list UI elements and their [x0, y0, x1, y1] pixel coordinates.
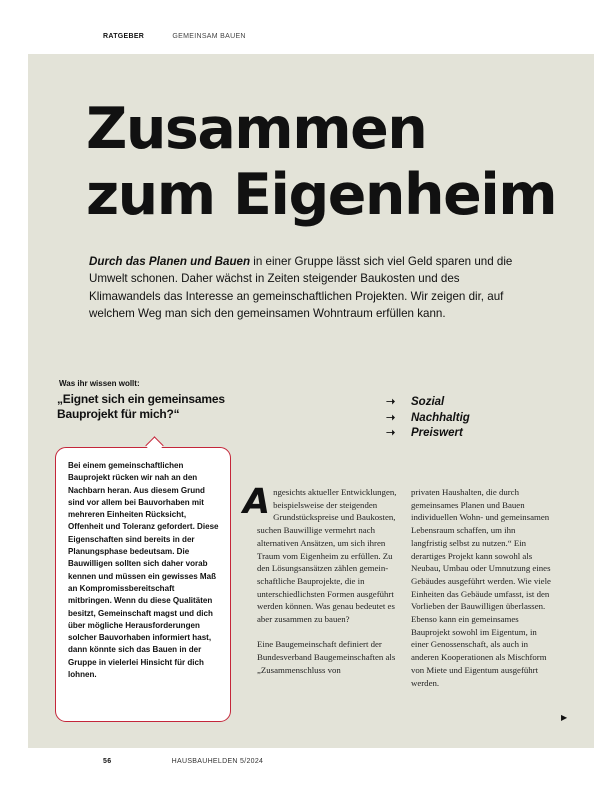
title-line-2: zum Eigenheim: [86, 162, 557, 228]
sidebar-label: Was ihr wissen wollt:: [59, 379, 140, 388]
arrow-right-icon: ➝: [386, 427, 396, 439]
feature-item: [386, 411, 470, 427]
page-number: 56: [103, 758, 112, 765]
body-column-1: [243, 482, 399, 677]
title-line-1: Zusammen: [86, 96, 427, 162]
body-paragraph: [243, 482, 399, 626]
section-label: RATGEBER: [103, 33, 145, 40]
drop-cap: A: [243, 482, 271, 522]
subsection-label: GEMEINSAM BAUEN: [172, 33, 246, 40]
article-lead: [89, 253, 529, 323]
article-title: [86, 96, 586, 228]
feature-list: [386, 395, 470, 442]
feature-label: Preiswert: [411, 427, 463, 439]
body-paragraph: privaten Haushalten, die durch gemeinsames Planen und Bauen individuellen Wohn- und gemeinsamen Lebensraum schaffen, um ihn langfristig selbst zu nutzen.“ Ein derartiges Projekt kann sowohl als Neubau, Umbau oder Umnutzung eines Gebäudes ausgeführt werden. Wie viele Einheiten das Gebäude umfasst, ist den Vorlieben der Bauwilligen überlassen. Ebenso kann ein gemeinsames Bauprojekt sowohl im Eigentum, in einer Genossenschaft, als auch in anderen Kooperationen als Mischform von Miete und Eigentum ausgeführt werden.: [411, 487, 551, 688]
feature-label: Sozial: [411, 396, 445, 408]
body-column-2: [411, 486, 553, 689]
body-text: ngesichts aktueller Entwicklungen, beispielsweise der steigenden Grundstückspreise und Baukosten, suchen Bauwillige vermehrt nach alternativen Ansätzen, um sich ihren Traum vom Eigenheim zu erfüllen. Zu den Lösungsansätzen zählen gemeinschaftliche Bauprojekte, die in unterschiedlichsten Formen ausgeführt werden können. Was genau bedeutet es aber zusammen zu bauen?: [257, 487, 397, 625]
page-footer: [103, 758, 263, 765]
arrow-right-icon: ➝: [386, 411, 396, 424]
magazine-issue: HAUSBAUHELDEN 5/2024: [171, 758, 264, 765]
feature-item: [386, 395, 470, 411]
lead-emphasis: Durch das Planen und Bauen: [89, 255, 251, 268]
feature-item: [386, 426, 470, 442]
sidebar-answer: Bei einem gemeinschaftlichen Bauprojekt rücken wir nah an den Nachbarn heran. Aus diesem Grund sind vor allem bei Bauvorhaben mit mehreren Einheiten Rücksicht, Offenheit und Toleranz gefordert. Diese Eigenschaften sind bereits in der Planungsphase bedeutsam. Die Bauwilligen sollten sich daher vorab kennen und müssen ein gewisses Maß an Kompromissbereitschaft mitbringen. Wenn du diese Qualitäten besitzt, Gemeinschaft magst und dich über mögliche Herausforderungen solcher Bauvorhaben informiert hast, dann könnte sich das Bauen in der Gruppe in vielerlei Hinsicht für dich lohnen.: [68, 461, 219, 680]
lead-text: in einer Gruppe lässt sich viel Geld sparen und die Umwelt schonen. Daher wächst in Zeiten steigender Baukosten und des Klimawandels das Interesse an gemeinschaftlichen Projekten. Wir zeigen dir, auf welchem Weg man sich den gemeinsamen Wohntraum erfüllen kann.: [89, 255, 513, 321]
arrow-right-icon: ➝: [386, 396, 396, 408]
answer-speech-bubble: [55, 447, 231, 722]
page-header: [103, 33, 246, 40]
sidebar-question: „Eignet sich ein gemeinsames Bauprojekt für mich?“: [57, 392, 225, 421]
feature-label: Nachhaltig: [411, 411, 470, 424]
continue-arrow-icon: ▶: [561, 713, 568, 722]
body-paragraph: Eine Baugemeinschaft definiert der Bundesverband Baugemeinschaften als „Zusammenschluss von: [257, 639, 396, 675]
